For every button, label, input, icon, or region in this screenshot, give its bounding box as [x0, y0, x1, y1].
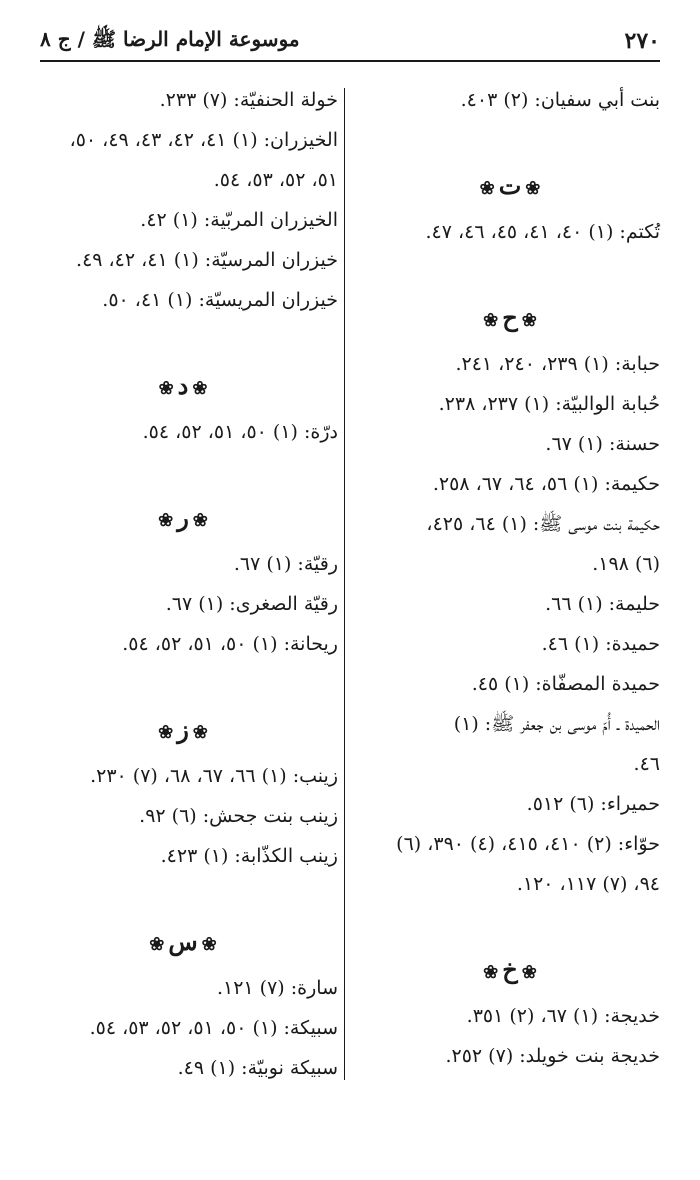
- spacer: [28, 320, 338, 360]
- index-entry: حميدة: (١) ٤٦.: [541, 633, 660, 655]
- spacer: [28, 664, 338, 704]
- book-title: موسوعة الإمام الرضا ﷺ / ج ٨: [40, 26, 300, 51]
- index-column-left: [28, 80, 338, 1088]
- index-entry: ٩٤، (٧) ١١٧، ١٢٠.: [516, 873, 660, 895]
- section-letter: ت: [498, 171, 522, 200]
- ornament-left: ❀: [479, 178, 495, 199]
- ornament-left: ❀: [158, 510, 174, 531]
- index-entry: بنت أبي سفيان: (٢) ٤٠٣.: [460, 89, 660, 111]
- ornament-right: ❀: [201, 934, 217, 955]
- index-entry: (٦) ١٩٨.: [592, 553, 660, 575]
- section-letter: د: [177, 371, 189, 400]
- ornament-left: ❀: [483, 310, 499, 331]
- index-entry: حكيمة: (١) ٥٦، ٦٤، ٦٧، ٢٥٨.: [432, 473, 660, 495]
- index-entry: حليمة: (١) ٦٦.: [545, 593, 660, 615]
- index-entry: حبابة: (١) ٢٣٩، ٢٤٠، ٢٤١.: [455, 353, 660, 375]
- page-number: ٢٧٠: [624, 28, 660, 54]
- ornament-left: ❀: [158, 378, 174, 399]
- index-entry: حكيمة بنت موسى ﷺ: (١) ٦٤، ٤٢٥،: [426, 513, 660, 535]
- index-entry: خيزران المريسيّة: (١) ٤١، ٥٠.: [102, 289, 338, 311]
- index-entry: زينب بنت جحش: (٦) ٩٢.: [139, 805, 338, 827]
- spacer: [360, 120, 660, 160]
- index-entry: الخيزران: (١) ٤١، ٤٢، ٤٣، ٤٩، ٥٠،: [69, 129, 338, 151]
- index-entry: سبيكة: (١) ٥٠، ٥١، ٥٢، ٥٣، ٥٤.: [89, 1017, 338, 1039]
- ornament-right: ❀: [192, 510, 208, 531]
- section-letter: ح: [502, 303, 518, 332]
- letter-section-heading: [28, 704, 338, 756]
- index-entry: رقيّة: (١) ٦٧.: [233, 553, 338, 575]
- ornament-left: ❀: [149, 934, 165, 955]
- index-entry: تُكتم: (١) ٤٠، ٤١، ٤٥، ٤٦، ٤٧.: [425, 221, 660, 243]
- index-entry: الخيزران المربّية: (١) ٤٢.: [140, 209, 338, 231]
- index-entry: ريحانة: (١) ٥٠، ٥١، ٥٢، ٥٤.: [122, 633, 338, 655]
- index-entry: ٥١، ٥٢، ٥٣، ٥٤.: [213, 169, 338, 191]
- index-entry: حوّاء: (٢) ٤١٠، ٤١٥، (٤) ٣٩٠، (٦): [396, 833, 660, 855]
- section-letter: س: [168, 927, 198, 956]
- index-entry: حُبابة الوالبيّة: (١) ٢٣٧، ٢٣٨.: [438, 393, 660, 415]
- index-entry: سارة: (٧) ١٢١.: [216, 977, 338, 999]
- ornament-right: ❀: [521, 310, 537, 331]
- column-divider: [344, 88, 345, 1080]
- index-entry: درّة: (١) ٥٠، ٥١، ٥٢، ٥٤.: [142, 421, 338, 443]
- ornament-right: ❀: [192, 722, 208, 743]
- index-entry: سبيكة نوبيّة: (١) ٤٩.: [177, 1057, 338, 1079]
- index-entry: خديجة بنت خويلد: (٧) ٢٥٢.: [445, 1045, 660, 1067]
- letter-section-heading: [28, 492, 338, 544]
- spacer: [360, 904, 660, 944]
- page-header: [40, 22, 660, 62]
- section-letter: خ: [502, 955, 518, 984]
- index-entry: حميدة المصفّاة: (١) ٤٥.: [471, 673, 660, 695]
- index-entry: خديجة: (١) ٦٧، (٢) ٣٥١.: [466, 1005, 660, 1027]
- spacer: [28, 452, 338, 492]
- letter-section-heading: [28, 916, 338, 968]
- section-letter: ز: [177, 715, 189, 744]
- letter-section-heading: [360, 292, 660, 344]
- ornament-right: ❀: [192, 378, 208, 399]
- index-entry: حسنة: (١) ٦٧.: [545, 433, 660, 455]
- index-entry: حميراء: (٦) ٥١٢.: [526, 793, 660, 815]
- spacer: [360, 252, 660, 292]
- spacer: [28, 876, 338, 916]
- index-column-right: [360, 80, 660, 1076]
- index-entry: رقيّة الصغرى: (١) ٦٧.: [165, 593, 338, 615]
- index-entry: ٤٦.: [633, 753, 660, 775]
- ornament-right: ❀: [525, 178, 541, 199]
- letter-section-heading: [28, 360, 338, 412]
- index-entry: خيزران المرسيّة: (١) ٤١، ٤٢، ٤٩.: [76, 249, 338, 271]
- ornament-left: ❀: [483, 962, 499, 983]
- section-letter: ر: [177, 503, 189, 532]
- index-entry: زينب الكذّابة: (١) ٤٢٣.: [160, 845, 338, 867]
- ornament-left: ❀: [158, 722, 174, 743]
- index-entry: زينب: (١) ٦٦، ٦٧، ٦٨، (٧) ٢٣٠.: [90, 765, 338, 787]
- ornament-right: ❀: [521, 962, 537, 983]
- index-entry: الحميدة ـ أُمّ موسى بن جعفر ﷺ: (١): [453, 713, 660, 735]
- index-entry: خولة الحنفيّة: (٧) ٢٣٣.: [159, 89, 338, 111]
- letter-section-heading: [360, 160, 660, 212]
- letter-section-heading: [360, 944, 660, 996]
